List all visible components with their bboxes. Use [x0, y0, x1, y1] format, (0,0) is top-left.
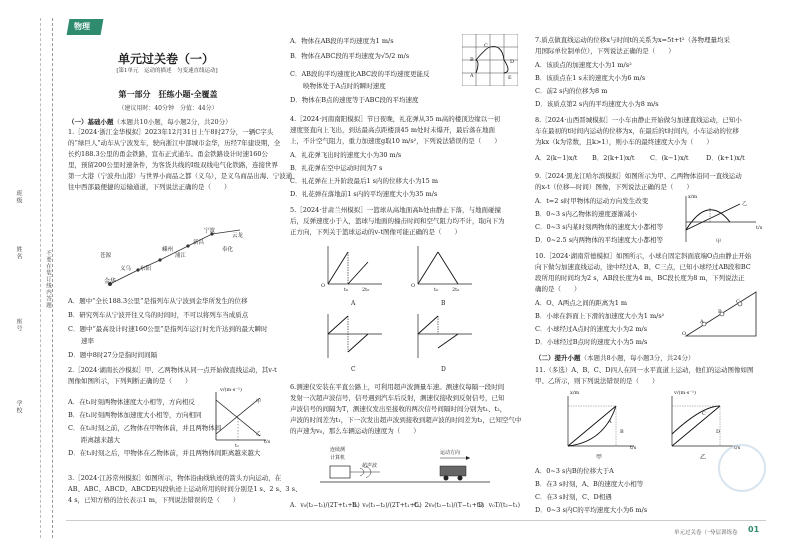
- map-label-yunlong: 云龙: [232, 233, 244, 239]
- map-label-jinhua: 金华: [104, 278, 117, 285]
- school-label: 学校: [15, 400, 22, 414]
- q2-option-c[interactable]: C．在t₁时刻之前，乙物体在甲物体前，并且两物体间: [68, 424, 222, 432]
- q6-option-a[interactable]: A．v₀(t₂−t₁)/(2T+t₁+t₂): [290, 502, 360, 509]
- seat-label: 座号: [15, 318, 22, 332]
- q6-line-2: 声波信号的间隔为T，测速仪发出至接收的两次信号间隔时间分别为t₁、t₂，: [290, 405, 507, 413]
- q6-label-direction: 运动方向: [440, 450, 461, 456]
- binding-margin: [0, 0, 60, 559]
- q6-line-1: 发射一次超声波信号，信号遇到汽车后反射，测速仪接收到反射信号，已知: [290, 394, 505, 402]
- q10-label-c: C: [736, 299, 740, 305]
- q7-option-b[interactable]: B．该质点在1 s末的速度大小为6 m/s: [535, 74, 646, 82]
- footer-middle: 分层训练卷: [710, 530, 738, 536]
- section1-title: [68, 117, 232, 126]
- q11-option-c[interactable]: C．在3 s时刻，C、D相遇: [535, 493, 612, 501]
- name-label: 姓名: [15, 246, 22, 260]
- q5-axis-origin-a: O: [321, 283, 326, 289]
- section2-title: [535, 353, 695, 362]
- map-label-shengzhou: 嵊州: [162, 247, 174, 253]
- section2-title-text: （二）提升小题: [535, 354, 581, 362]
- q6-speed-diagram: [320, 444, 490, 492]
- map-label-yiwu: 义乌: [120, 266, 132, 272]
- q1-line-3: 里，预留200公里时速条件，为客货共线的Ⅰ级双线电气化铁路，连接世界: [68, 161, 278, 169]
- q5-line-1: 后，反弹速度小于入，篮球与地面的撞击时间和空气阻力均不计，取向下为: [290, 217, 505, 225]
- q11-right-label-c: C: [702, 411, 706, 417]
- q5-line-2: 正方向，下列关于篮球运动的v-t图像可能正确的是（ ）: [290, 228, 461, 236]
- q5-caption-a: A: [351, 300, 356, 307]
- q11-graph-left: [558, 392, 638, 454]
- q3-option-d[interactable]: D．物体在B点的速度等于ABC段的平均速度: [290, 96, 419, 104]
- map-label-cangyuan: 苍源: [100, 253, 112, 259]
- q1-line-0: 1.［2024·浙江金华模拟］2023年12月31日上午8时27分，一辆C字头: [68, 128, 274, 136]
- q6-label-device: 连续测: [330, 447, 346, 453]
- q10-line-0: 10.［2024·湖南常德模拟］如图所示，小球自固定斜面底端O点由静止开始: [535, 252, 752, 260]
- q1-option-d[interactable]: D．题中8时27分是指时间间隔: [68, 351, 158, 359]
- q6-line-0: 6.测速仪安装在平直公路上，可利用超声波测量车速。测速仪每隔一段时间: [290, 383, 505, 391]
- q10-option-d[interactable]: D．小球经过B点时的速度大小为5 m/s: [535, 338, 648, 346]
- q1-option-c-cont: 速率: [68, 337, 94, 345]
- q9-xt-graph: [680, 194, 763, 244]
- q1-option-b[interactable]: B．研究列车从宁波开往义乌的时间时，不可以将列车当成质点: [68, 311, 249, 319]
- q10-label-a: A: [700, 319, 704, 325]
- q11-option-a[interactable]: A．0~3 s内B的位移大于A: [535, 467, 614, 475]
- q1-line-1: 的“绿巨人”动车从宁波发车，驶向浙江中部城市金华，历经7年建设期，全: [68, 139, 281, 147]
- q4-line-0: 4.［2024·河南南阳模拟］节日夜晚，礼花弹从35 m高的楼顶边缘以一初: [290, 115, 501, 123]
- map-label-dongyang: 东阳: [140, 266, 152, 272]
- q2-graph-label-t1: t₁: [235, 443, 240, 449]
- q11-line-1: 甲、乙所示，则下列说法错误的是（ ）: [535, 377, 659, 385]
- q3-grid-label-c: C: [484, 43, 488, 49]
- q6-label-computer: 计算机: [330, 455, 346, 461]
- q11-left-ylabel: x/m: [570, 390, 580, 396]
- q6-option-c[interactable]: C．2v₀(t₂−t₁)/(T−t₁+t₂): [414, 502, 484, 509]
- q1-line-4: 第一大港（宁波舟山港）与世界小商品之都（义乌），是义乌商品出海、宁波通: [68, 172, 293, 180]
- q2-line-0: 2.［2024·湖南长沙模拟］甲、乙两物体从同一点开始做直线运动，其v-t: [68, 366, 277, 374]
- q1-line-2: 长约188.3公里的甬金铁路，宣布正式通车。甬金铁路设计时速160公: [68, 150, 269, 158]
- q11-left-label-a: A: [608, 419, 612, 425]
- q11-left-xlabel: t/s: [630, 445, 637, 451]
- q10-option-c[interactable]: C．小球经过A点时的速度大小为2 m/s: [535, 325, 648, 333]
- q4-line-1: 速度竖直向上飞出，到达最高点距楼顶45 m处时未爆开，最后落在地面: [290, 126, 496, 134]
- q2-graph-label-yi: 乙: [256, 431, 262, 437]
- q9-graph-ylabel: x/m: [688, 194, 698, 200]
- q6-option-d[interactable]: D．v₀T/(t₂−t₁): [478, 502, 520, 509]
- q5-axis-2t0-a: 2t₀: [362, 287, 370, 293]
- q3-grid-label-a: A: [470, 73, 474, 79]
- q11-right-label-d: D: [716, 429, 721, 435]
- q5-caption-d: D: [441, 366, 446, 373]
- part-title: 第一部分 狂练小题·全覆盖: [118, 90, 218, 99]
- q3-option-c[interactable]: C．AB段的平均速度比ABC段的平均速度更能反: [290, 70, 430, 78]
- q5-graph-c: [320, 312, 386, 362]
- q3-grid-label-d: D: [510, 59, 515, 65]
- q9-option-a[interactable]: A．t=2 s时甲物体的运动方向发生改变: [535, 197, 649, 205]
- q5-graph-a: [320, 244, 386, 294]
- section1-note: （本题共10小题，每小题2分，共20分）: [113, 118, 232, 126]
- footer-line: [66, 520, 766, 521]
- q10-option-b[interactable]: B．小球在斜面上下滑的加速度大小为1 m/s²: [535, 312, 665, 320]
- q3-line-0: 3.［2024·江苏常州模拟］如图所示，物体沿曲线轨迹的箭头方向运动，在: [68, 474, 282, 482]
- q3-grid-label-e: E: [508, 75, 512, 81]
- q2-option-c-cont: 距离越来越大: [68, 436, 120, 444]
- q4-option-d[interactable]: D．礼花弹在落地前1 s内的平均速度大小为35 m/s: [290, 190, 438, 198]
- q9-line-1: 的x-t（位移—时间）图像，下列说法正确的是（ ）: [535, 183, 693, 191]
- q9-graph-label-yi: 乙: [742, 201, 748, 207]
- q5-axis-t0-a: t₀: [344, 287, 349, 293]
- q11-graph-right: [662, 392, 742, 454]
- q11-option-b[interactable]: B．在3 s时刻，A、B的速度大小相等: [535, 480, 644, 488]
- q9-graph-label-jia: 甲: [716, 239, 722, 245]
- q4-line-2: 上，不计空气阻力，重力加速度g取10 m/s²，下列说法错误的是（ ）: [290, 137, 501, 145]
- q1-option-c[interactable]: C．题中“最高设计时速160公里”是指列车运行时允许达到的最大瞬时: [68, 325, 268, 333]
- q3-option-b[interactable]: B．物体在ABC段的平均速度为√5/2 m/s: [290, 52, 410, 60]
- q8-line-2: 为kx（k为常数，且k>1），则小车的最终速度大小为（ ）: [535, 138, 713, 146]
- q8-line-0: 8.［2024·山西晋城模拟］一小车由静止开始做匀加速直线运动，已知小: [535, 116, 742, 124]
- q8-option-a[interactable]: A．2(k−1)x/t: [535, 154, 578, 162]
- q2-option-b[interactable]: B．在t₁时刻两物体加速度大小相等，方向相同: [68, 411, 202, 419]
- q5-graph-d: [410, 312, 476, 362]
- q5-line-0: 5.［2024·甘肃兰州模拟］一篮球从高地面高h处由静止下落，与地面碰撞: [290, 206, 501, 214]
- q4-option-c[interactable]: C．礼花弹在上升阶段最后1 s内的位移大小为15 m: [290, 177, 439, 185]
- q2-graph-xlabel: t/s: [264, 439, 271, 445]
- q11-right-caption: 乙: [700, 454, 707, 461]
- q2-vt-graph: [208, 388, 270, 448]
- q7-option-a[interactable]: A．该质点的加速度大小为1 m/s²: [535, 61, 632, 69]
- page-number: 01: [748, 525, 760, 534]
- q8-option-d[interactable]: D．(k+1)x/t: [706, 154, 745, 162]
- q8-option-b[interactable]: B．2(k+1)x/t: [592, 154, 635, 162]
- q5-axis-t0-b: t₀: [434, 287, 439, 293]
- binding-line-inner: [40, 18, 41, 538]
- q7-option-d[interactable]: D．该质点第2 s内的平均速度大小为8 m/s: [535, 100, 659, 108]
- binding-line: [52, 18, 53, 538]
- section2-note: （本题共8小题，每小题3分，共24分）: [580, 354, 695, 362]
- q6-line-3: 声波的时间差为t₁，下一次发出超声波到接收到超声波的时间差为t₂，已知空气中: [290, 416, 522, 424]
- q3-grid-label-b: B: [470, 57, 474, 63]
- q11-right-ylabel: v/(m·s⁻¹): [674, 390, 696, 396]
- q3-option-a[interactable]: A．物体在AB段的平均速度为1 m/s: [290, 37, 394, 45]
- q6-option-b[interactable]: B．v₀(t₁−t₂)/(2T+t₁+t₂): [352, 502, 422, 509]
- q9-option-c[interactable]: C．0~3 s内某时刻两物体的速度大小都相等: [535, 223, 664, 231]
- q10-label-o: O: [682, 331, 687, 337]
- q2-graph-label-jia: 甲: [256, 399, 262, 405]
- map-label-ningbo: 宁波: [204, 228, 216, 234]
- class-label: 班级: [15, 190, 22, 204]
- q5-axis-origin-b: O: [411, 283, 416, 289]
- q9-option-b[interactable]: B．0~3 s内乙物体的速度逐渐减小: [535, 210, 637, 218]
- q2-option-d[interactable]: D．在t₁时刻之后，甲物体在乙物体前，并且两物体间距离越来越大: [68, 449, 261, 457]
- q3-line-1: AB、ABC、ABCD、ABCDE四段轨迹上运动所用的时间分别是1 s、2 s、3 s、: [68, 485, 302, 493]
- q1-line-5: 往中西部最便捷的运输通道，下列说法正确的是（ ）: [68, 183, 231, 191]
- q9-graph-xlabel: t/s: [756, 225, 763, 231]
- subject-badge-text: 物理: [74, 22, 90, 31]
- q11-left-caption: 甲: [596, 454, 603, 461]
- q10-line-2: 段所用的时间均为2 s，AB段长度为4 m，BC段长度为8 m，下列说法正: [535, 274, 745, 282]
- q4-option-a[interactable]: A．礼花弹飞出时的速度大小为30 m/s: [290, 151, 402, 159]
- q4-option-b[interactable]: B．礼花弹在空中运动时间为7 s: [290, 164, 383, 172]
- q10-line-3: 确的是（ ）: [535, 285, 581, 293]
- q11-right-xlabel: t/s: [734, 445, 741, 451]
- map-label-pujiang: 浦江: [175, 253, 187, 259]
- q5-caption-b: B: [441, 300, 446, 307]
- q5-caption-c: C: [351, 366, 356, 373]
- unit-subtitle: [第1单元 运动的描述 匀变速直线运动]: [116, 68, 218, 74]
- q11-left-label-b: B: [620, 429, 624, 435]
- q3-line-2: 4 s，已知方格的边长表示1 m，下列说法错误的是（ ）: [68, 496, 240, 504]
- q9-line-0: 9.［2024·黑龙江哈尔滨模拟］如图所示为甲、乙两物体沿同一直线运动: [535, 172, 742, 180]
- q10-option-a[interactable]: A．O、A两点之间的距离为1 m: [535, 299, 628, 307]
- page-title: 单元过关卷（一）: [117, 52, 214, 66]
- q10-line-1: 向下做匀加速直线运动，途中经过A、B、C三点，已知小球经过AB段和BC: [535, 263, 751, 271]
- q5-graph-b: [410, 244, 476, 294]
- binding-note: 不要在装订线内答题: [45, 250, 51, 309]
- map-label-xinchang: 新昌: [193, 240, 205, 246]
- time-note: （建议用时：40分钟 分值：44分）: [118, 105, 218, 112]
- q6-line-4: 的声速为v₀，那么车辆运动的速度为（ ）: [290, 427, 420, 435]
- q7-line-0: 7.质点做直线运动的位移x与时间t的关系为x=5t+t²（各物理量均采: [535, 36, 731, 44]
- q1-option-a[interactable]: A．题中“全长188.3公里”是指列车从宁波到金华所发生的位移: [68, 297, 248, 305]
- section1-title-text: （一）基础小题: [68, 118, 114, 126]
- q2-line-1: 图像如图所示，下列判断正确的是（ ）: [68, 377, 192, 385]
- seal-stamp: [718, 444, 766, 492]
- q7-option-c[interactable]: C．前2 s内的位移为8 m: [535, 87, 608, 95]
- q6-label-ultrasound: 超声波: [362, 463, 378, 469]
- q2-graph-ylabel: v/(m·s⁻¹): [220, 387, 242, 393]
- q9-option-d[interactable]: D．0~2.5 s内两物体的平均速度大小都相等: [535, 236, 664, 244]
- q3-option-c-cont: 映物体处于A点时的瞬时速度: [290, 82, 386, 90]
- q11-option-d[interactable]: D．0~3 s内C的平均速度大小为6 m/s: [535, 506, 648, 514]
- q2-option-a[interactable]: A．在t₁时刻两物体速度大小相等，方向相反: [68, 398, 195, 406]
- q5-axis-2t0-b: 2t₀: [452, 287, 460, 293]
- q10-label-b: B: [718, 309, 722, 315]
- q8-option-c[interactable]: C．(k−1)x/t: [650, 154, 689, 162]
- footer-left: 单元过关卷（一）: [674, 530, 719, 536]
- q8-line-1: 车在最初的t时间内运动的位移为x，在最后的t时间内，小车运动的位移: [535, 127, 739, 135]
- q11-line-0: 11.（多选）A、B、C、D四人在同一水平直道上运动，他们的运动图像如图: [535, 366, 754, 374]
- map-label-fenghua: 奉化: [222, 247, 234, 253]
- q7-line-1: 用国际单位制单位），下列说法正确的是（ ）: [535, 47, 675, 55]
